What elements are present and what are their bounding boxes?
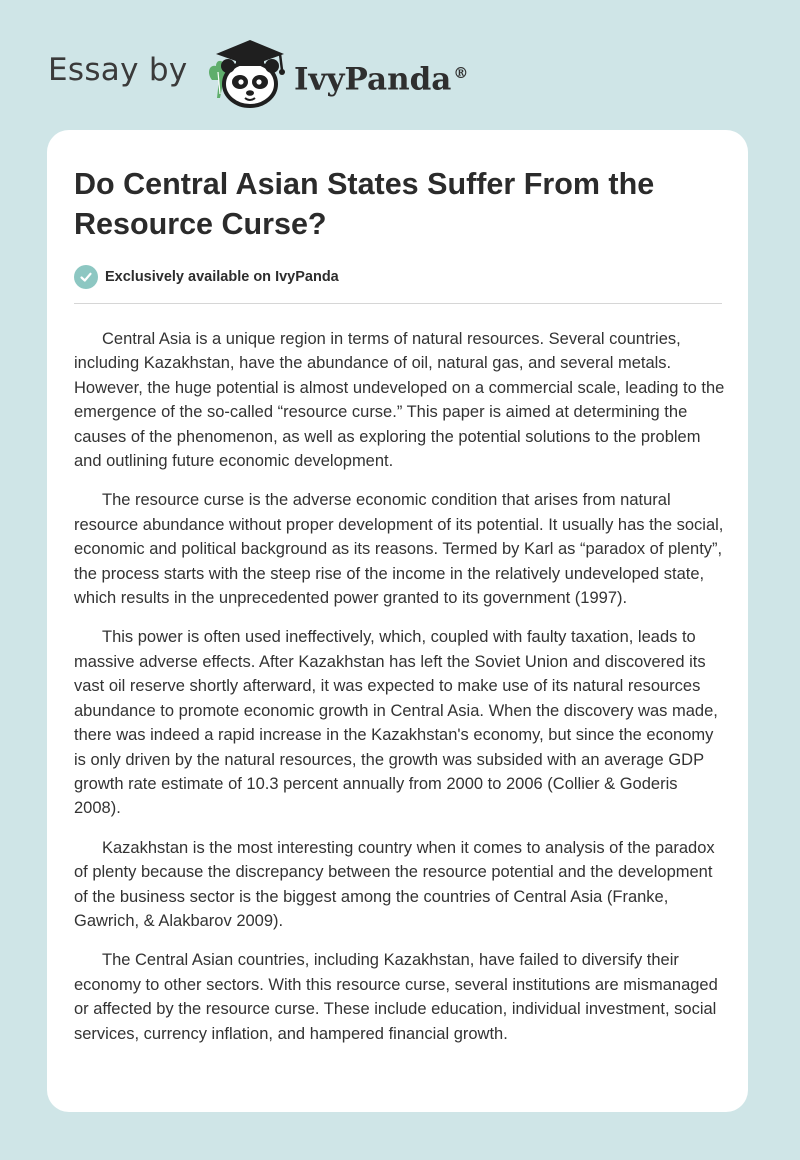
paragraph-4: Kazakhstan is the most interesting country when it comes to analysis of the paradox of plenty because the discrepancy between the resource potential and the development of the business sector is the biggest among the countries of Central Asia (Franke, Gawrich, & Alakbarov 2009). — [74, 838, 715, 930]
brand-name-text: IvyPanda — [294, 61, 452, 98]
paragraph-5: The Central Asian countries, including Kazakhstan, have failed to diversify their economy to other sectors. With this resource curse, several institutions are mismanaged or affected by the resource curse. These include education, individual investment, social services, currency inflation, and hampered financial growth. — [74, 951, 718, 1043]
registered-mark: ® — [453, 64, 469, 82]
brand-name[interactable] — [294, 53, 468, 99]
exclusive-badge — [74, 264, 339, 290]
site-header — [0, 0, 800, 130]
check-circle-icon — [74, 265, 98, 289]
panda-graduate-icon[interactable] — [202, 36, 288, 110]
article-card — [47, 130, 748, 1112]
divider — [74, 303, 722, 304]
essay-by-label: Essay by — [48, 52, 188, 88]
page-title: Do Central Asian States Suffer From the Resource Curse? — [74, 167, 655, 241]
article-body — [74, 327, 726, 1061]
paragraph-1: Central Asia is a unique region in terms of natural resources. Several countries, including Kazakhstan, have the abundance of oil, natural gas, and several metals. However, the huge potential is almost undeveloped on a commercial scale, leading to the emergence of the so-called “resource curse.” This paper is aimed at determining the causes of the phenomenon, as well as exploring the potential solutions to the problem and outlining future economic development. — [74, 330, 725, 471]
exclusive-label: Exclusively available on IvyPanda — [105, 269, 339, 285]
checkmark-glyph-icon — [79, 270, 93, 284]
paragraph-2: The resource curse is the adverse economic condition that arises from natural resource abundance without proper development of its potential. It usually has the social, economic and political background as its reasons. Termed by Karl as “paradox of plenty”, the process starts with the steep rise of the income in the relatively undeveloped state, which results in the unprecedented power granted to its government (1997). — [74, 491, 724, 608]
paragraph-3: This power is often used ineffectively, which, coupled with faulty taxation, leads to massive adverse effects. After Kazakhstan has left the Soviet Union and discovered its vast oil reserve shortly afterward, it was expected to make use of its natural resources abundance to promote economic growth in Central Asia. When the discovery was made, there was indeed a rapid increase in the Kazakhstan's economy, but since the economy is only driven by the natural resources, the growth was subsided with an average GDP growth rate estimate of 10.3 percent annually from 2000 to 2006 (Collier & Goderis 2008). — [74, 628, 718, 818]
